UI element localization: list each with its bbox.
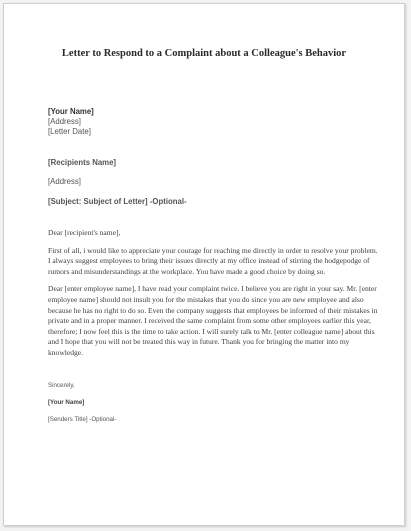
valediction: Sincerely,: [48, 382, 75, 389]
letter-date: [Letter Date]: [48, 127, 91, 136]
recipient-address: [Address]: [48, 177, 81, 186]
recipient-name: [Recipients Name]: [48, 158, 117, 167]
salutation: Dear [recipient's name],: [48, 228, 121, 237]
letter-title: Letter to Respond to a Complaint about a Colleague's Behavior: [61, 48, 347, 59]
sender-title: [Senders Title] -Optional-: [48, 416, 117, 423]
body-paragraph: Dear [enter employee name], I have read your complaint twice. I believe you are right in your say. Mr. [enter employee name] should not insult you for the mistakes that you do since you are new employee and also because he has no right to do so. Even the company suggests that employees be informed of their mistakes in private and in a proper manner. I received the same complaint from some other employees earlier this year, therefore; I now feel this is the time to take action. I will surely talk to Mr. [enter colleague name] about this and I hope that you will not be treated this way in future. Thank you for bringing the matter into my knowledge.: [48, 284, 378, 357]
body-paragraph: First of all, i would like to appreciate your courage for reaching me directly in order to resolve your problem. I always suggest employees to bring their issues directly at my office instead of stirring the hodgepodge of rumors and misunderstandings at the workplace. You have made a good choice by doing so.: [48, 245, 378, 276]
sender-address: [Address]: [48, 117, 81, 126]
sender-name: [Your Name]: [48, 107, 94, 116]
letter-body: [48, 228, 378, 366]
letter-page: [3, 3, 405, 526]
subject-line: [Subject: Subject of Letter] -Optional-: [48, 197, 187, 206]
closing-block: [48, 382, 378, 433]
sender-block: [48, 107, 378, 137]
closing-name: [Your Name]: [48, 399, 85, 406]
